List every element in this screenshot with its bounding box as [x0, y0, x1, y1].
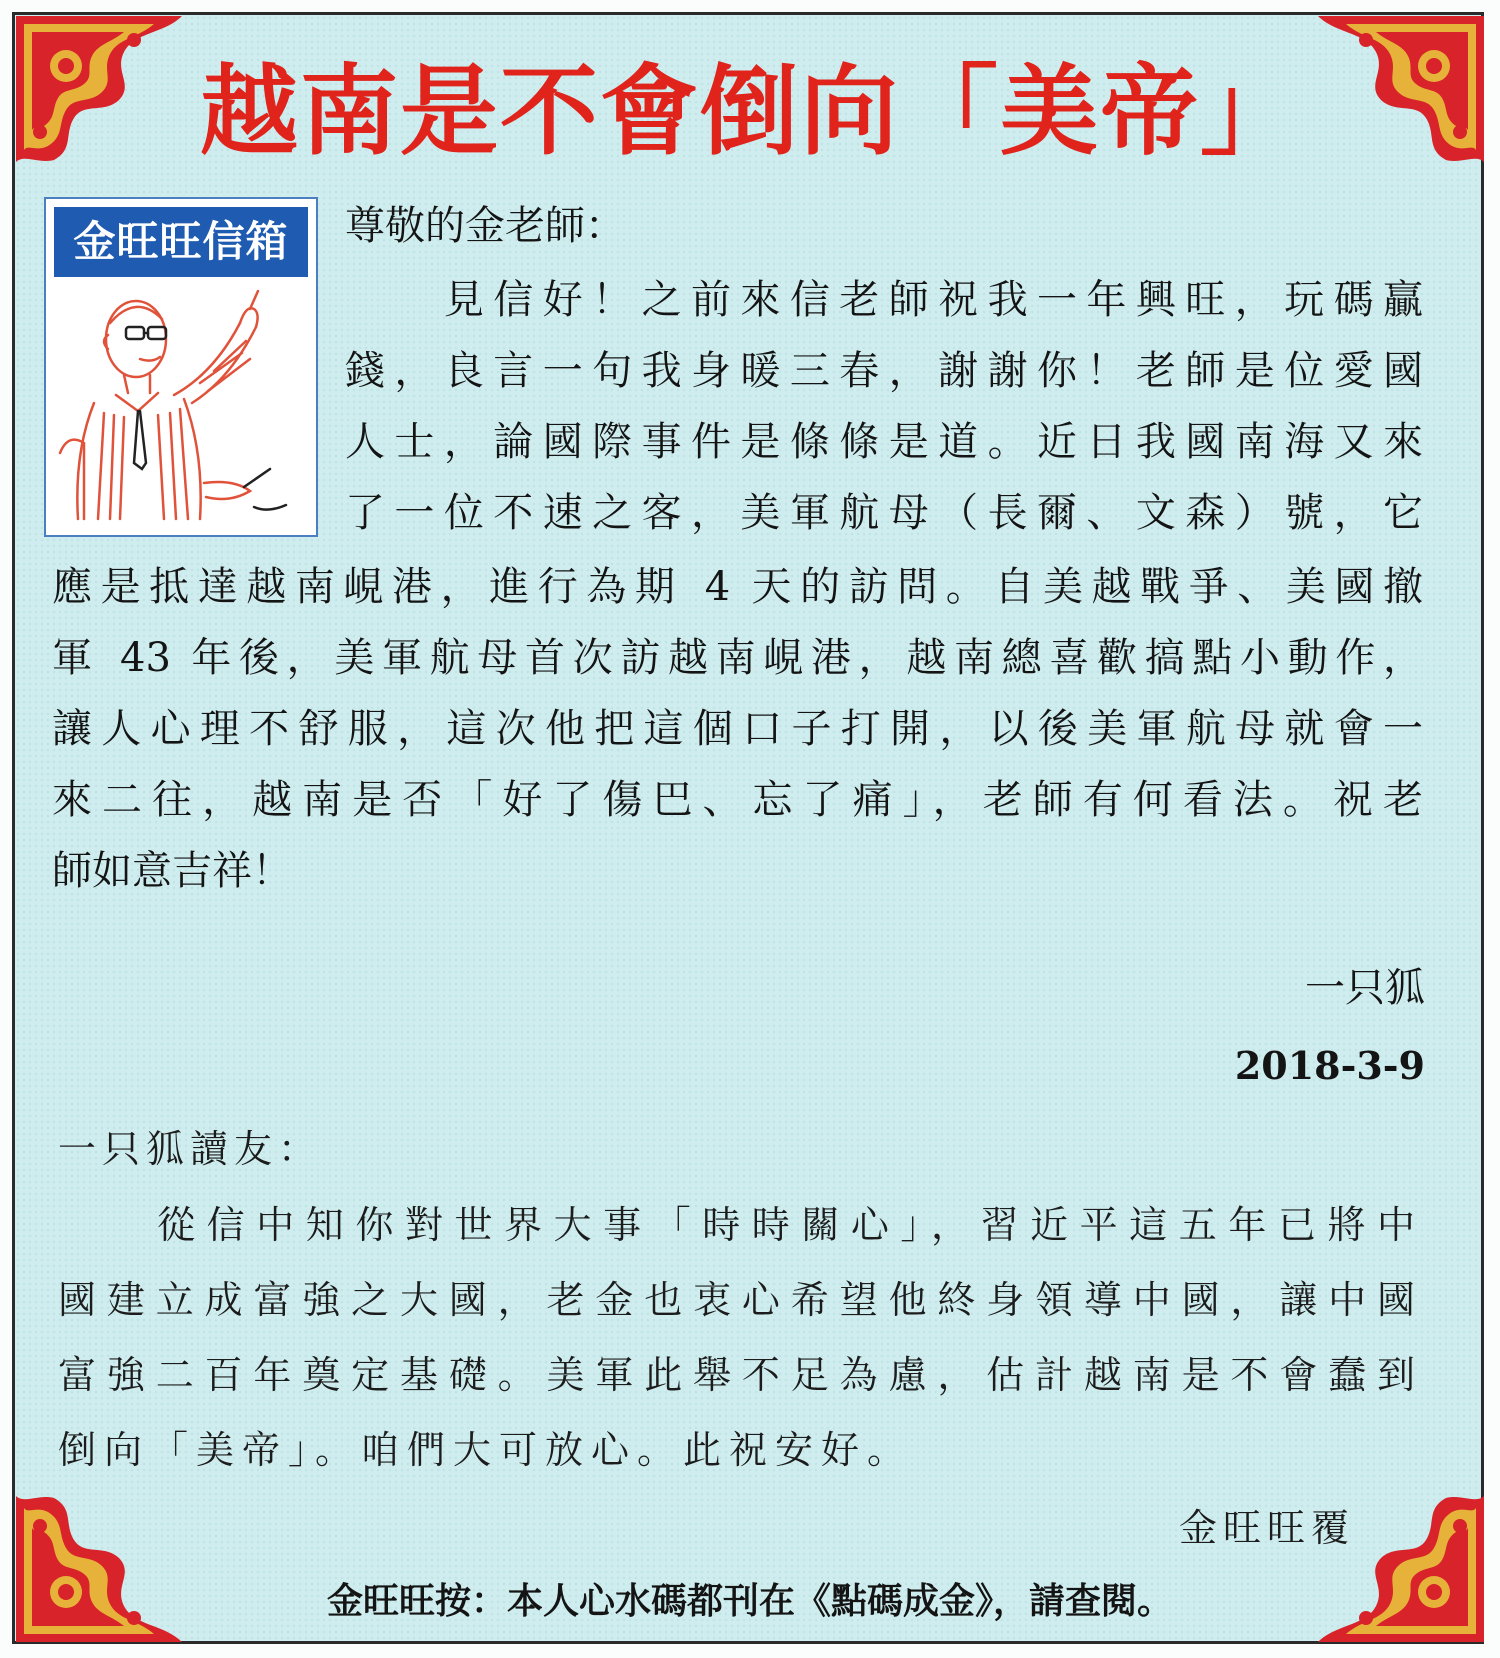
- reply-line: 倒向「美帝」。咱們大可放心。此祝安好。: [58, 1428, 914, 1472]
- letter-line: 應是抵達越南峴港，進行為期 4 天的訪問。自美越戰爭、美國撤: [52, 564, 1423, 610]
- letter-line: 來二往，越南是否「好了傷巴、忘了痛」，老師有何看法。祝老: [52, 777, 1423, 823]
- column-logo: [44, 197, 318, 537]
- column-label: 金旺旺信箱: [54, 207, 308, 277]
- letter-line: 讓人心理不舒服，這次他把這個口子打開，以後美軍航母就會一: [52, 706, 1423, 752]
- letter-line: 見信好！之前來信老師祝我一年興旺，玩碼贏: [345, 277, 1423, 323]
- corner-ornament-top-right: [1316, 14, 1486, 164]
- headline: 越南是不會倒向「美帝」: [199, 54, 1300, 169]
- footer-note: 金旺旺按：本人心水碼都刊在《點碼成金》，請查閱。: [326, 1581, 1173, 1622]
- letter-signature: 一只狐: [1305, 965, 1425, 1011]
- letter-line: 軍 43 年後，美軍航母首次訪越南峴港，越南總喜歡搞點小動作，: [52, 635, 1423, 681]
- letter-line: 錢，良言一句我身暖三春，謝謝你！老師是位愛國: [345, 348, 1423, 394]
- reply-line: 富強二百年奠定基礎。美軍此舉不足為慮，估計越南是不會蠢到: [58, 1353, 1423, 1397]
- reply-signature: 金旺旺覆: [1178, 1506, 1355, 1550]
- letter-line: 了一位不速之客，美軍航母（長爾、文森）號，它: [345, 490, 1423, 536]
- reply-line: 國建立成富強之大國，老金也衷心希望他終身領導中國，讓中國: [58, 1278, 1423, 1322]
- letter-line: 人士，論國際事件是條條是道。近日我國南海又來: [345, 419, 1423, 465]
- corner-ornament-top-left: [14, 14, 184, 164]
- reply-line: 從信中知你對世界大事「時時關心」，習近平這五年已將中: [58, 1203, 1423, 1247]
- reply-greeting: 一只狐讀友：: [58, 1127, 323, 1171]
- letter-greeting: 尊敬的金老師：: [345, 203, 625, 249]
- letter-date: 2018-3-9: [1234, 1043, 1425, 1088]
- letter-line: 師如意吉祥！: [52, 848, 292, 894]
- teacher-illustration: [54, 283, 308, 527]
